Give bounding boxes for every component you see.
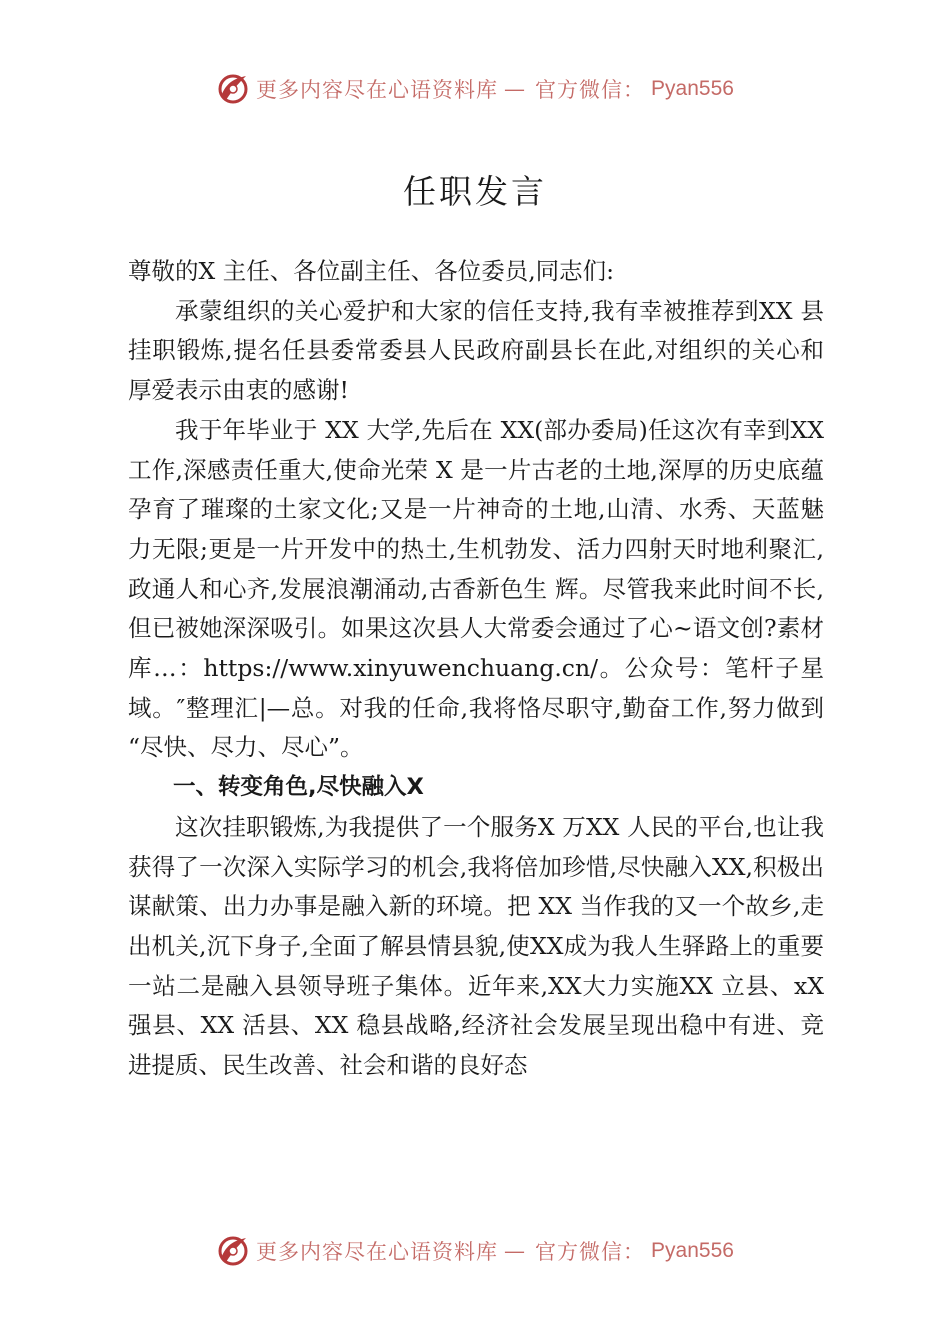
watermark-wechat-id: Pyan556 [651,1239,734,1262]
watermark-brand-text: 更多内容尽在心语资料库 [256,1240,499,1264]
document-body [128,252,824,1086]
brand-logo-icon [216,1234,250,1268]
paragraph-introduction: 我于年毕业于 XX 大学,先后在 XX(部办委局)任这次有幸到XX 工作,深感责任重大,使命光荣 X 是一片古老的土地,深厚的历史底蕴孕育了璀璨的土家文化;又是一片神奇的土地,山清、水秀、天蓝魅力无限;更是一片开发中的热土,生机勃发、活力四射天时地利聚汇,政通人和心齐,发展浪潮涌动,古香新色生 辉。尽管我来此时间不长,但已被她深深吸引。如果这次县人大常委会通过了心~语文创?素材库…：https://www.xinyuwenchuang.cn/。公众号：笔杆子星域。″整理汇|—总。对我的任命,我将恪尽职守,勤奋工作,努力做到 “尽快、尽力、尽心”。 [128,415,824,762]
watermark-separator: — [504,77,530,101]
salutation: 尊敬的X 主任、各位副主任、各位委员,同志们: [128,257,615,285]
section-heading: 一、转变角色,尽快融入X [173,774,424,801]
paragraph-gratitude: 承蒙组织的关心爱护和大家的信任支持,我有幸被推荐到XX 县挂职锻炼,提名任县委常委县人民政府副县长在此,对组织的关心和厚爱表示由衷的感谢! [128,296,824,405]
brand-logo-icon [216,72,250,106]
watermark-wechat-label: 官方微信： [535,1240,646,1264]
watermark-wechat-id: Pyan556 [651,77,734,100]
header-watermark [0,72,950,106]
watermark-brand-text: 更多内容尽在心语资料库 [256,78,499,102]
document-title: 任职发言 [403,172,547,211]
footer-watermark [0,1234,950,1268]
watermark-separator: — [504,1239,530,1263]
paragraph-section-one: 这次挂职锻炼,为我提供了一个服务X 万XX 人民的平台,也让我获得了一次深入实际学习的机会,我将倍加珍惜,尽快融入XX,积极出谋献策、出力办事是融入新的环境。把 XX 当作我的又一个故乡,走出机关,沉下身子,全面了解县情县貌,使XX成为我人生驿路上的重要一站二是融入县领导班子集体。近年来,XX大力实施XX 立县、xX 强县、XX 活县、XX 稳县战略,经济社会发展呈现出稳中有进、竞进提质、民生改善、社会和谐的良好态 [128,812,824,1080]
watermark-wechat-label: 官方微信： [535,78,646,102]
